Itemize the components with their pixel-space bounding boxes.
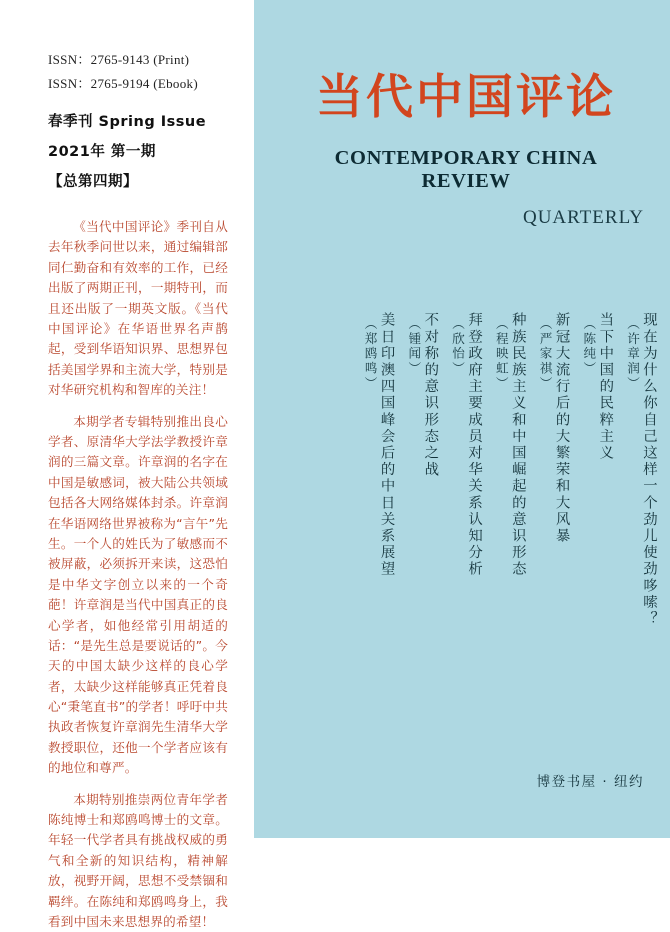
publisher-label: 博登书屋 · 纽约 xyxy=(536,774,644,790)
issue-number: 2021年 第一期 xyxy=(48,144,156,161)
right-panel xyxy=(262,0,670,838)
article-author: （严家祺） xyxy=(537,317,553,391)
issn-block xyxy=(48,48,228,96)
editorial-text xyxy=(48,217,228,932)
quarterly-label: QUARTERLY xyxy=(522,207,644,228)
article-author: （锺闻） xyxy=(406,317,422,377)
list-item xyxy=(362,312,396,578)
article-author: （许章润） xyxy=(625,317,640,391)
article-title: 新冠大流行后的大繁荣和大风暴 xyxy=(553,312,570,545)
editorial-paragraph: 《当代中国评论》季刊自从去年秋季问世以来，通过编辑部同仁勤奋和有效率的工作，已经出版了两期正刊，一期特刊，而且还出版了一期英文版。《当代中国评论》在华语世界名声鹊起，受到华语知识界、思想界包括美国学界和主流大学，特别是对华研究机构和智库的关注！ xyxy=(48,219,228,398)
article-title: 现在为什么你自己这样一个劲儿使劲哆嗦？ xyxy=(641,312,657,628)
issn-print: ISSN：2765-9143 (Print) xyxy=(48,52,190,67)
article-title: 不对称的意识形态之战 xyxy=(422,312,439,478)
article-title: 美日印澳四国峰会后的中日关系展望 xyxy=(378,312,395,578)
article-author: （欣怡） xyxy=(450,317,466,377)
article-title: 拜登政府主要成员对华关系认知分析 xyxy=(466,312,483,578)
table-of-contents xyxy=(276,312,658,742)
article-title: 种族民族主义和中国崛起的意识形态 xyxy=(509,312,526,578)
issn-ebook: ISSN：2765-9194 (Ebook) xyxy=(48,76,198,92)
editorial-paragraph: 本期学者专辑特别推出良心学者、原清华大学法学教授许章润的三篇文章。许章润的名字在中国是敏感词，被大陆公共领域包括各大网络媒体封杀。许章润在华语网络世界被称为“言午”先生。一个人的姓氏为了敏感而不被屏蔽，必须拆开来读，这恐怕是中华文字创立以来的一个奇葩！许章润是当代中国真正的良心学者，如他经常引用胡适的话：“是先生总是要说话的”。今天的中国太缺少这样的良心学者，太缺少这样能够真正凭着良心“秉笔直书”的学者！呼吁中共执政者恢复许章润先生清华大学教授职位，还他一个学者应该有的地位和尊严。 xyxy=(48,413,228,776)
article-author: （陈纯） xyxy=(581,317,597,377)
article-author: （程映虹） xyxy=(493,317,509,391)
left-panel xyxy=(0,0,254,929)
list-item xyxy=(449,312,483,578)
list-item xyxy=(493,312,527,578)
journal-title-cn: 当代中国评论 xyxy=(316,70,616,125)
season-label: 春季刊 Spring Issue xyxy=(48,114,207,131)
list-item xyxy=(406,312,440,478)
issue-total-number: 【总第四期】 xyxy=(48,174,138,191)
list-item xyxy=(581,312,615,461)
article-title: 当下中国的民粹主义 xyxy=(597,312,614,462)
editorial-paragraph: 本期特别推崇两位青年学者陈纯博士和郑鸥鸣博士的文章。年轻一代学者具有挑战权威的勇气和全新的知识结构，精神解放，视野开阔，思想不受禁锢和羁绊。在陈纯和郑鸥鸣身上，我看到中国未来思想界的希望！ xyxy=(48,791,228,929)
divider-stripe xyxy=(254,0,262,838)
article-author: （郑鸥鸣） xyxy=(362,317,378,391)
journal-title-en: CONTEMPORARY CHINA REVIEW xyxy=(334,147,598,192)
list-item xyxy=(624,312,658,627)
masthead xyxy=(262,0,670,193)
list-item xyxy=(537,312,571,544)
